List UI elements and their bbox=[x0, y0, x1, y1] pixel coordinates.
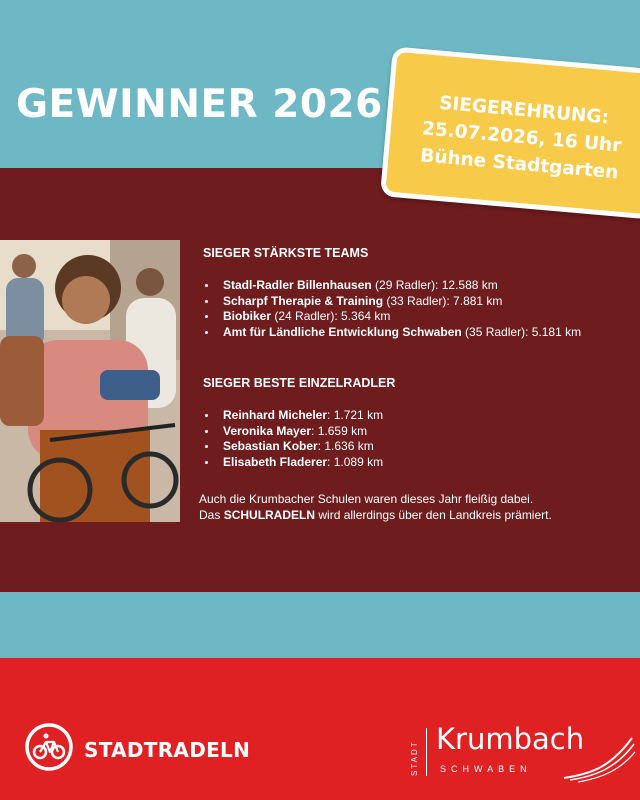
list-item bbox=[199, 455, 624, 471]
page-title: GEWINNER 2026 bbox=[16, 82, 383, 127]
sticker-line-1: SIEGEREHRUNG: bbox=[438, 92, 610, 129]
rider-name: Veronika Mayer bbox=[223, 423, 312, 438]
logo-divider bbox=[426, 728, 427, 776]
schwaben-label: SCHWABEN bbox=[440, 764, 532, 774]
bike-icon bbox=[24, 722, 74, 777]
rider-detail: : 1.659 km bbox=[311, 423, 368, 438]
team-detail: (24 Radler): 5.364 km bbox=[271, 309, 391, 323]
swoosh-icon bbox=[560, 734, 636, 784]
schools-note-post: wird allerdings über den Landkreis prämiert. bbox=[315, 507, 552, 522]
krumbach-wordmark: Krumbach bbox=[436, 722, 585, 756]
rider-detail: : 1.721 km bbox=[327, 408, 384, 422]
list-item bbox=[199, 408, 624, 424]
list-item bbox=[199, 325, 624, 341]
list-item bbox=[199, 439, 624, 455]
rider-name: Reinhard Micheler bbox=[223, 408, 328, 422]
team-detail: (33 Radler): 7.881 km bbox=[383, 293, 503, 308]
sticker-line-2: 25.07.2026, 16 Uhr bbox=[421, 118, 623, 157]
teams-list bbox=[199, 278, 624, 340]
award-ceremony-sticker bbox=[380, 46, 640, 219]
schools-note bbox=[199, 492, 624, 523]
list-item bbox=[199, 294, 624, 310]
stadt-label: STADT bbox=[410, 740, 419, 776]
team-detail: (29 Radler): 12.588 km bbox=[371, 278, 498, 292]
krumbach-logo bbox=[410, 716, 640, 800]
teams-heading: SIEGER STÄRKSTE TEAMS bbox=[203, 246, 369, 260]
team-detail: (35 Radler): 5.181 km bbox=[461, 324, 582, 339]
list-item bbox=[199, 309, 624, 325]
cyclists-photo bbox=[0, 240, 180, 522]
stadtradeln-wordmark: STADTRADELN bbox=[84, 737, 251, 762]
team-name: Biobiker bbox=[223, 309, 272, 323]
schools-note-pre: Das bbox=[199, 507, 224, 522]
solo-heading: SIEGER BESTE EINZELRADLER bbox=[203, 376, 396, 390]
results-content bbox=[199, 246, 624, 523]
stadtradeln-logo bbox=[24, 722, 250, 777]
team-name: Stadl-Radler Billenhausen bbox=[223, 278, 372, 292]
rider-detail: : 1.636 km bbox=[317, 439, 374, 453]
list-item bbox=[199, 278, 624, 294]
rider-name: Elisabeth Fladerer bbox=[223, 454, 328, 469]
solo-list bbox=[199, 408, 624, 470]
team-name: Amt für Ländliche Entwicklung Schwaben bbox=[223, 324, 462, 339]
schulradeln-label: SCHULRADELN bbox=[223, 507, 316, 522]
middle-band bbox=[0, 592, 640, 658]
team-name: Scharpf Therapie & Training bbox=[223, 293, 384, 308]
sticker-line-3: Bühne Stadtgarten bbox=[419, 145, 620, 184]
rider-name: Sebastian Kober bbox=[223, 439, 318, 453]
rider-detail: : 1.089 km bbox=[327, 454, 384, 469]
list-item bbox=[199, 424, 624, 440]
schools-note-line-1: Auch die Krumbacher Schulen waren dieses Jahr fleißig dabei. bbox=[199, 492, 534, 506]
